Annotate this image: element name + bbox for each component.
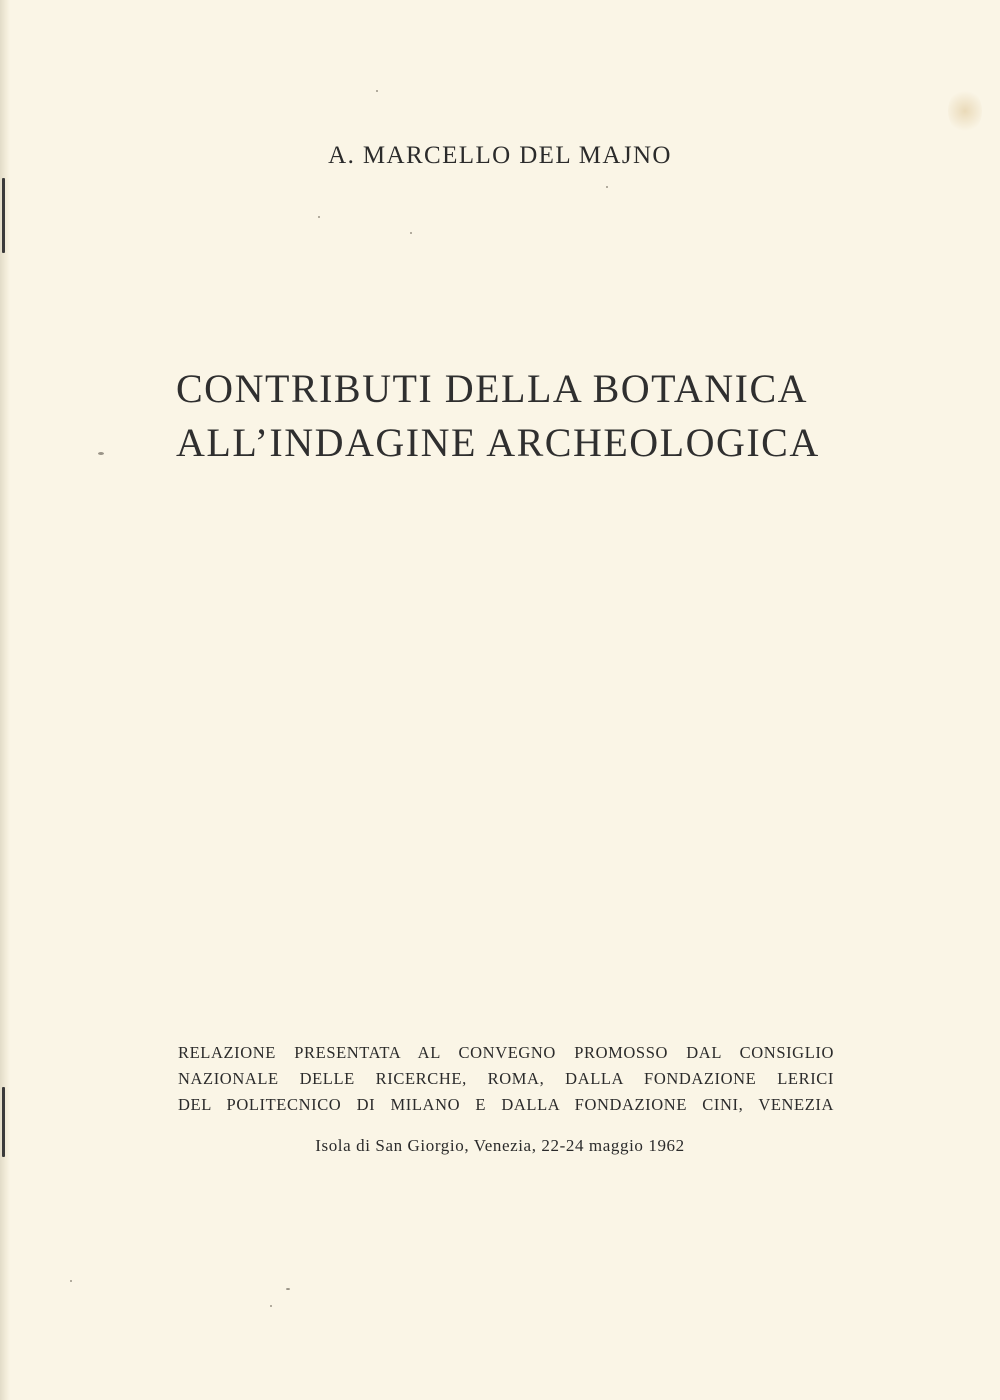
paper-speck: [376, 90, 378, 92]
paper-speck: [410, 232, 412, 234]
conference-note: [178, 1040, 834, 1118]
binding-staple-top: [2, 178, 5, 253]
paper-stain: [948, 88, 982, 134]
title-line: ALL’INDAGINE ARCHEOLOGICA: [176, 420, 820, 465]
paper-speck: [606, 186, 608, 188]
paper-speck: [270, 1305, 272, 1307]
paper-speck: [98, 452, 104, 455]
conference-note-line: NAZIONALE DELLE RICERCHE, ROMA, DALLA FONDAZIONE LERICI: [178, 1069, 834, 1088]
paper-speck: [318, 216, 320, 218]
paper-speck: [286, 1288, 290, 1290]
conference-note-line: RELAZIONE PRESENTATA AL CONVEGNO PROMOSSO DAL CONSIGLIO: [178, 1043, 834, 1062]
conference-note-line: DEL POLITECNICO DI MILANO E DALLA FONDAZIONE CINI, VENEZIA: [178, 1095, 834, 1114]
venue-date: Isola di San Giorgio, Venezia, 22-24 maggio 1962: [315, 1136, 685, 1155]
author-name: A. MARCELLO DEL MAJNO: [328, 142, 672, 169]
document-title: [176, 362, 820, 470]
paper-speck: [70, 1280, 72, 1282]
title-line: CONTRIBUTI DELLA BOTANICA: [176, 366, 809, 411]
